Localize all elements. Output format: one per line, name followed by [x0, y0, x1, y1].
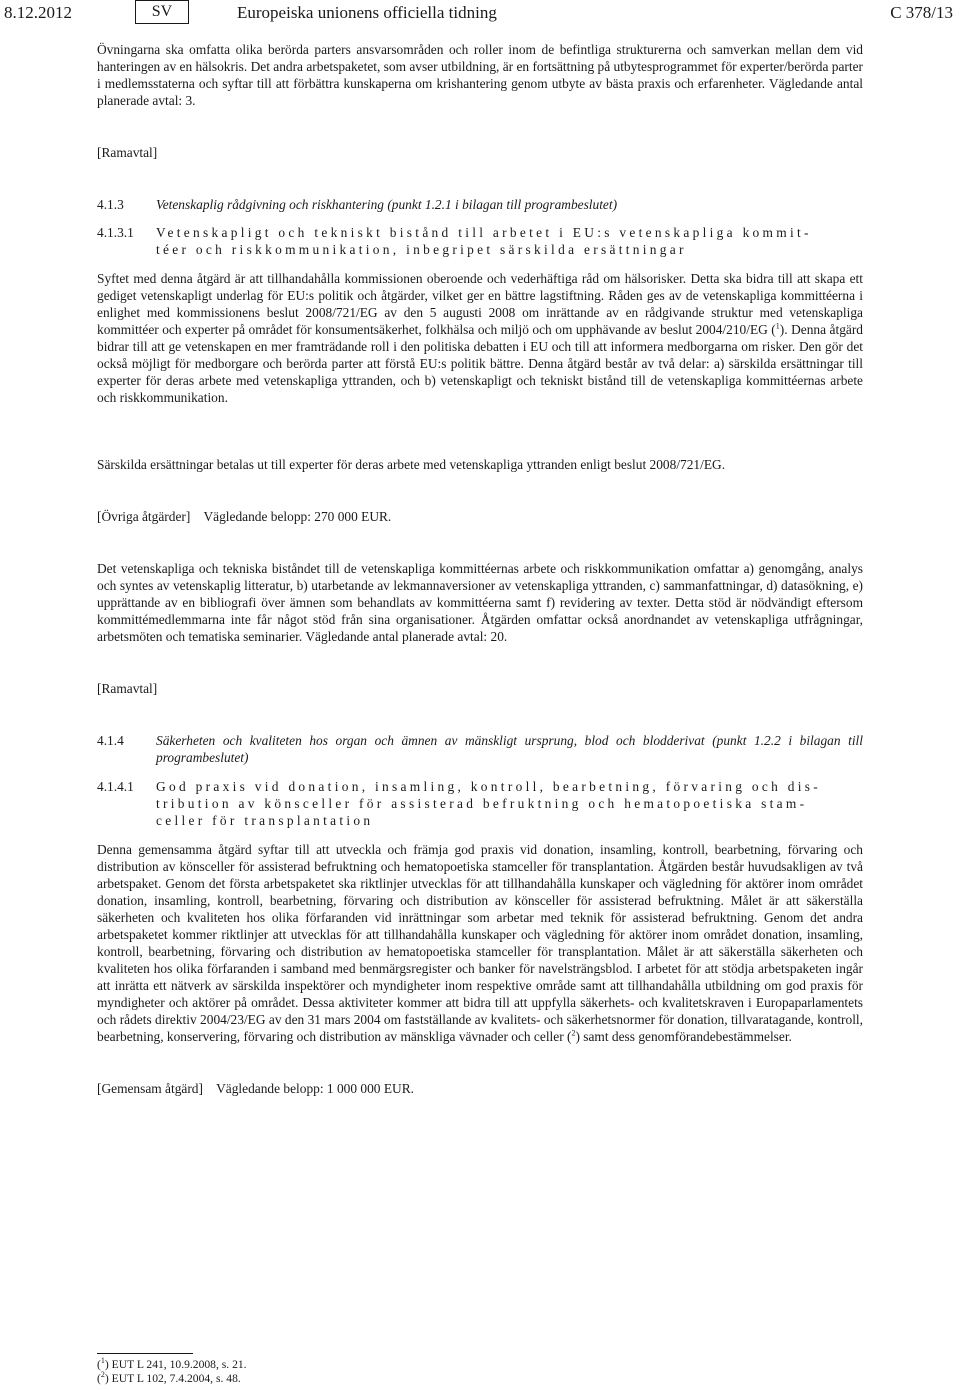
purpose-paragraph	[97, 270, 863, 406]
subsection-title	[156, 224, 863, 258]
journal-title: Europeiska unionens officiella tidning	[237, 3, 497, 22]
other-measures-amount: Vägledande belopp: 270 000 EUR.	[203, 509, 392, 524]
subsection-title-line: celler för transplantation	[156, 813, 374, 828]
footnote-text: EUT L 241, 10.9.2008, s. 21.	[111, 1358, 247, 1371]
framework-agreement-label: [Ramavtal]	[97, 145, 158, 160]
joint-action-text-part: ) samt dess genomförandebestämmelser.	[575, 1029, 792, 1044]
assistance-paragraph: Det vetenskapliga och tekniska biståndet till de vetenskapliga kommittéernas arbete och riskkommunikation omfattar a) genomgång, analys och syntes av vetenskaplig litteratur, b) utarbetande av lekmannaversioner av vetenskapliga yttranden, c) sammanfattningar, d) datasökning, e) upprättande av en bibliografi över ämnen som behandlats av kommittéerna samt f) revidering av texter. Detta stöd är nödvändigt eftersom kommittémedlemmarna inte får något stöd från sina organisationer. Åtgärden omfattar också anordnandet av vetenskapliga utfrågningar, arbetsmöten och tematiska seminarier. Vägledande antal planerade avtal: 20.	[97, 561, 863, 644]
section-heading-4-1-4	[97, 732, 863, 766]
section-number: 4.1.3	[97, 197, 124, 212]
section-title: Vetenskaplig rådgivning och riskhantering (punkt 1.2.1 i bilagan till programbeslutet)	[156, 197, 618, 212]
other-measures-line	[97, 508, 863, 525]
joint-action-label: [Gemensam åtgärd]	[97, 1081, 203, 1096]
subsection-title-line: Vetenskapligt och tekniskt bistånd till arbetet i EU:s vetenskapliga kommit-	[156, 225, 812, 240]
section-heading-4-1-3	[97, 196, 863, 213]
footnotes	[97, 1353, 697, 1386]
language-badge: SV	[135, 0, 189, 24]
subsection-heading-4-1-3-1	[97, 224, 863, 258]
intro-paragraph: Övningarna ska omfatta olika berörda parters ansvarsområden och roller inom de befintliga strukturerna och samverkan mellan dem vid hanteringen av en hälsokris. Det andra arbetspaketet, som avser utbildning, är en fortsättning på utbytesprogrammet för experter/berörda parter i medlemsstaterna och syftar till att förbättra kunskaperna om krishantering genom utbyte av bästa praxis och erfarenheter. Vägledande antal planerade avtal: 3.	[97, 42, 863, 108]
footnote-marker: 2	[100, 1370, 105, 1380]
footnote-ref: 1	[775, 321, 780, 331]
footnote: ($^2$) EUT L 102, 7.4.2004, s. 48.	[97, 1370, 241, 1385]
framework-agreement-label: [Ramavtal]	[97, 681, 158, 696]
publication-date: 8.12.2012	[4, 3, 72, 22]
page-reference: C 378/13	[890, 3, 953, 22]
purpose-text-part: ). Denna åtgärd bidrar till att ge vetenskapen en mer framträdande roll i den politiska debatten i EU och till att informera medborgarna om risker. Den gör det också möjligt för medborgare och berörda parter att förstå EU:s politik bättre. Denna åtgärd består av två delar: a) särskilda ersättningar till experter för deras arbete med vetenskapliga yttranden, och b) vetenskapligt och tekniskt bistånd till de vetenskapliga kommittéernas arbete och riskkommunikation.	[97, 322, 863, 405]
document-body	[97, 41, 863, 1097]
subsection-title-line: téer och riskkommunikation, inbegripet särskilda ersättningar	[156, 242, 687, 257]
footnote-divider	[97, 1353, 193, 1354]
joint-action-paragraph	[97, 841, 863, 1045]
subsection-title	[156, 778, 863, 829]
footnote: ($^1$) EUT L 241, 10.9.2008, s. 21.	[97, 1356, 247, 1371]
page-header	[0, 0, 960, 26]
subsection-title-line: God praxis vid donation, insamling, kontroll, bearbetning, förvaring och dis-	[156, 779, 822, 794]
footnote-marker: 1	[100, 1356, 105, 1366]
other-measures-label: [Övriga åtgärder]	[97, 509, 191, 524]
purpose-text-part: Syftet med denna åtgärd är att tillhandahålla kommissionen oberoende och vederhäftiga råd om hälsorisker. Detta ska bidra till att skapa ett gediget vetenskapligt underlag för EU:s politik och åtgärder, vilket ger en bättre lagstiftning. Råden ges av de vetenskapliga kommittéerna i enlighet med kommissionens beslut 2008/721/EG av den 5 augusti 2008 om inrättande av en rådgivande struktur med vetenskapliga kommittéer och experter på området för konsumentsäkerhet, folkhälsa och miljö och om upphävande av beslut 2004/210/EG (	[97, 271, 863, 337]
subsection-title-line: tribution av könsceller för assisterad befruktning och hematopoetiska stam-	[156, 796, 808, 811]
footnote-ref: 2	[571, 1028, 576, 1038]
joint-action-amount: Vägledande belopp: 1 000 000 EUR.	[216, 1081, 414, 1096]
subsection-number: 4.1.4.1	[97, 779, 134, 794]
joint-action-amount-line	[97, 1080, 863, 1097]
joint-action-text-part: Denna gemensamma åtgärd syftar till att utveckla och främja god praxis vid donation, insamling, kontroll, bearbetning, förvaring och distribution av könsceller för assisterad befruktning och hematopoetiska stamceller för transplantation. Åtgärden består huvudsakligen av två arbetspaket. Genom det första arbetspaketet ska riktlinjer utvecklas för att tillhandahålla kunskaper och vägledning för aktörer inom området donation, insamling, kontroll, bearbetning, förvaring och distribution av könsceller för assisterad befruktning. Målet är att säkerställa säkerheten och kvaliteten hos olika förfaranden vid inrättningar som arbetar med teknik för assisterad befruktning. Genom det andra arbetspaketet kommer riktlinjer att utvecklas för att tillhandahålla kunskaper och vägledning för aktörer inom området donation, insamling, kontroll, bearbetning, förvaring och distribution av hematopoetiska stamceller för transplantation. Målet är att säkerställa säkerheten och kvaliteten hos olika förfaranden i samband med benmärgsregister och banker för navelsträngsblod. I arbetet för att stödja arbetspaketen ingår att inrätta ett nätverk av särskilda inspektörer och myndigheter inom respektive område samt att tillhandahålla utbildning om god praxis för myndigheter och aktörer på området. Dessa aktiviteter kommer att bidra till att uppfylla säkerhets- och kvalitetskraven i Europaparlamentets och rådets direktiv 2004/23/EG av den 31 mars 2004 om fastställande av kvalitets- och säkerhetsnormer för donation, tillvaratagande, kontroll, bearbetning, konservering, förvaring och distribution av mänskliga vävnader och celler (	[97, 842, 863, 1044]
footnote-text: EUT L 102, 7.4.2004, s. 48.	[111, 1372, 241, 1385]
subsection-number: 4.1.3.1	[97, 225, 134, 240]
section-number: 4.1.4	[97, 733, 124, 748]
subsection-heading-4-1-4-1	[97, 778, 863, 829]
special-compensation-paragraph: Särskilda ersättningar betalas ut till experter för deras arbete med vetenskapliga yttranden enligt beslut 2008/721/EG.	[97, 457, 726, 472]
section-title: Säkerheten och kvaliteten hos organ och ämnen av mänskligt ursprung, blod och blodderivat (punkt 1.2.2 i bilagan till programbeslutet)	[156, 733, 863, 765]
